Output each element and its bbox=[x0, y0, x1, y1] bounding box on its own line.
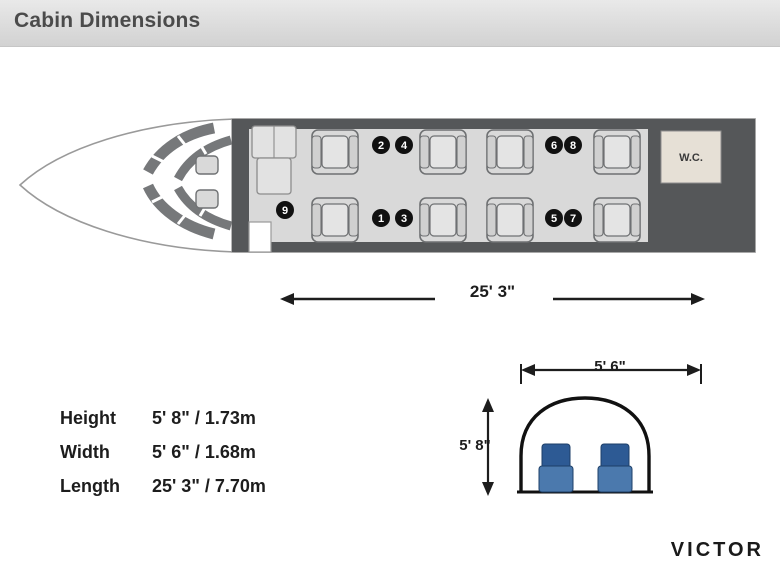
spec-value-width: 5' 6" / 1.68m bbox=[152, 442, 256, 462]
svg-text:3: 3 bbox=[400, 213, 408, 225]
svg-text:8: 8 bbox=[569, 140, 577, 152]
seat-4 bbox=[420, 130, 466, 174]
seat-1 bbox=[312, 198, 358, 242]
svg-text:9: 9 bbox=[281, 205, 289, 217]
svg-text:4: 4 bbox=[400, 140, 408, 152]
cabin-cross-section bbox=[455, 352, 715, 512]
spec-value-length: 25' 3" / 7.70m bbox=[152, 476, 266, 496]
width-dimension-label: 5' 6" bbox=[594, 358, 626, 375]
page-title: Cabin Dimensions bbox=[14, 9, 201, 32]
svg-text:6: 6 bbox=[550, 140, 558, 152]
seat-badge-1 bbox=[372, 209, 390, 227]
length-dimension bbox=[280, 282, 705, 316]
seat-8 bbox=[594, 130, 640, 174]
svg-text:7: 7 bbox=[569, 213, 577, 225]
svg-text:1: 1 bbox=[377, 213, 385, 225]
cross-seat-right bbox=[598, 444, 632, 492]
seat-badge-7 bbox=[564, 209, 582, 227]
seat-7 bbox=[594, 198, 640, 242]
cabin-floor-plan bbox=[0, 100, 780, 300]
cross-seat-left bbox=[539, 444, 573, 492]
height-dimension-label: 5' 8" bbox=[459, 437, 491, 454]
lavatory-label: W.C. bbox=[679, 152, 703, 164]
height-arrow-bottom bbox=[482, 482, 494, 496]
cabin-plan-svg bbox=[0, 100, 780, 300]
seat-3 bbox=[420, 198, 466, 242]
height-arrow-top bbox=[482, 398, 494, 412]
spec-row-width bbox=[60, 442, 360, 463]
seat-badge-8 bbox=[564, 136, 582, 154]
spec-value-height: 5' 8" / 1.73m bbox=[152, 408, 256, 428]
cabin-wall-left bbox=[232, 119, 249, 252]
spec-row-length bbox=[60, 476, 360, 497]
seat-badge-4 bbox=[395, 136, 413, 154]
spec-label-height: Height bbox=[60, 408, 116, 428]
svg-text:5: 5 bbox=[550, 213, 558, 225]
page-header bbox=[0, 0, 780, 47]
specs-list bbox=[60, 408, 360, 510]
seat-badge-2 bbox=[372, 136, 390, 154]
brand-logo: VICTOR bbox=[670, 539, 764, 561]
seat-badge-3 bbox=[395, 209, 413, 227]
spec-label-width: Width bbox=[60, 442, 110, 462]
seat-badge-9 bbox=[276, 201, 294, 219]
rear-divider bbox=[648, 129, 657, 242]
length-dimension-label: 25' 3" bbox=[469, 282, 516, 301]
seat-2 bbox=[312, 130, 358, 174]
spec-row-height bbox=[60, 408, 360, 429]
seat-badge-5 bbox=[545, 209, 563, 227]
seat-5 bbox=[487, 198, 533, 242]
svg-text:2: 2 bbox=[377, 140, 385, 152]
seat-6 bbox=[487, 130, 533, 174]
seat-badge-6 bbox=[545, 136, 563, 154]
cross-section-svg bbox=[455, 352, 715, 512]
spec-label-length: Length bbox=[60, 476, 120, 496]
